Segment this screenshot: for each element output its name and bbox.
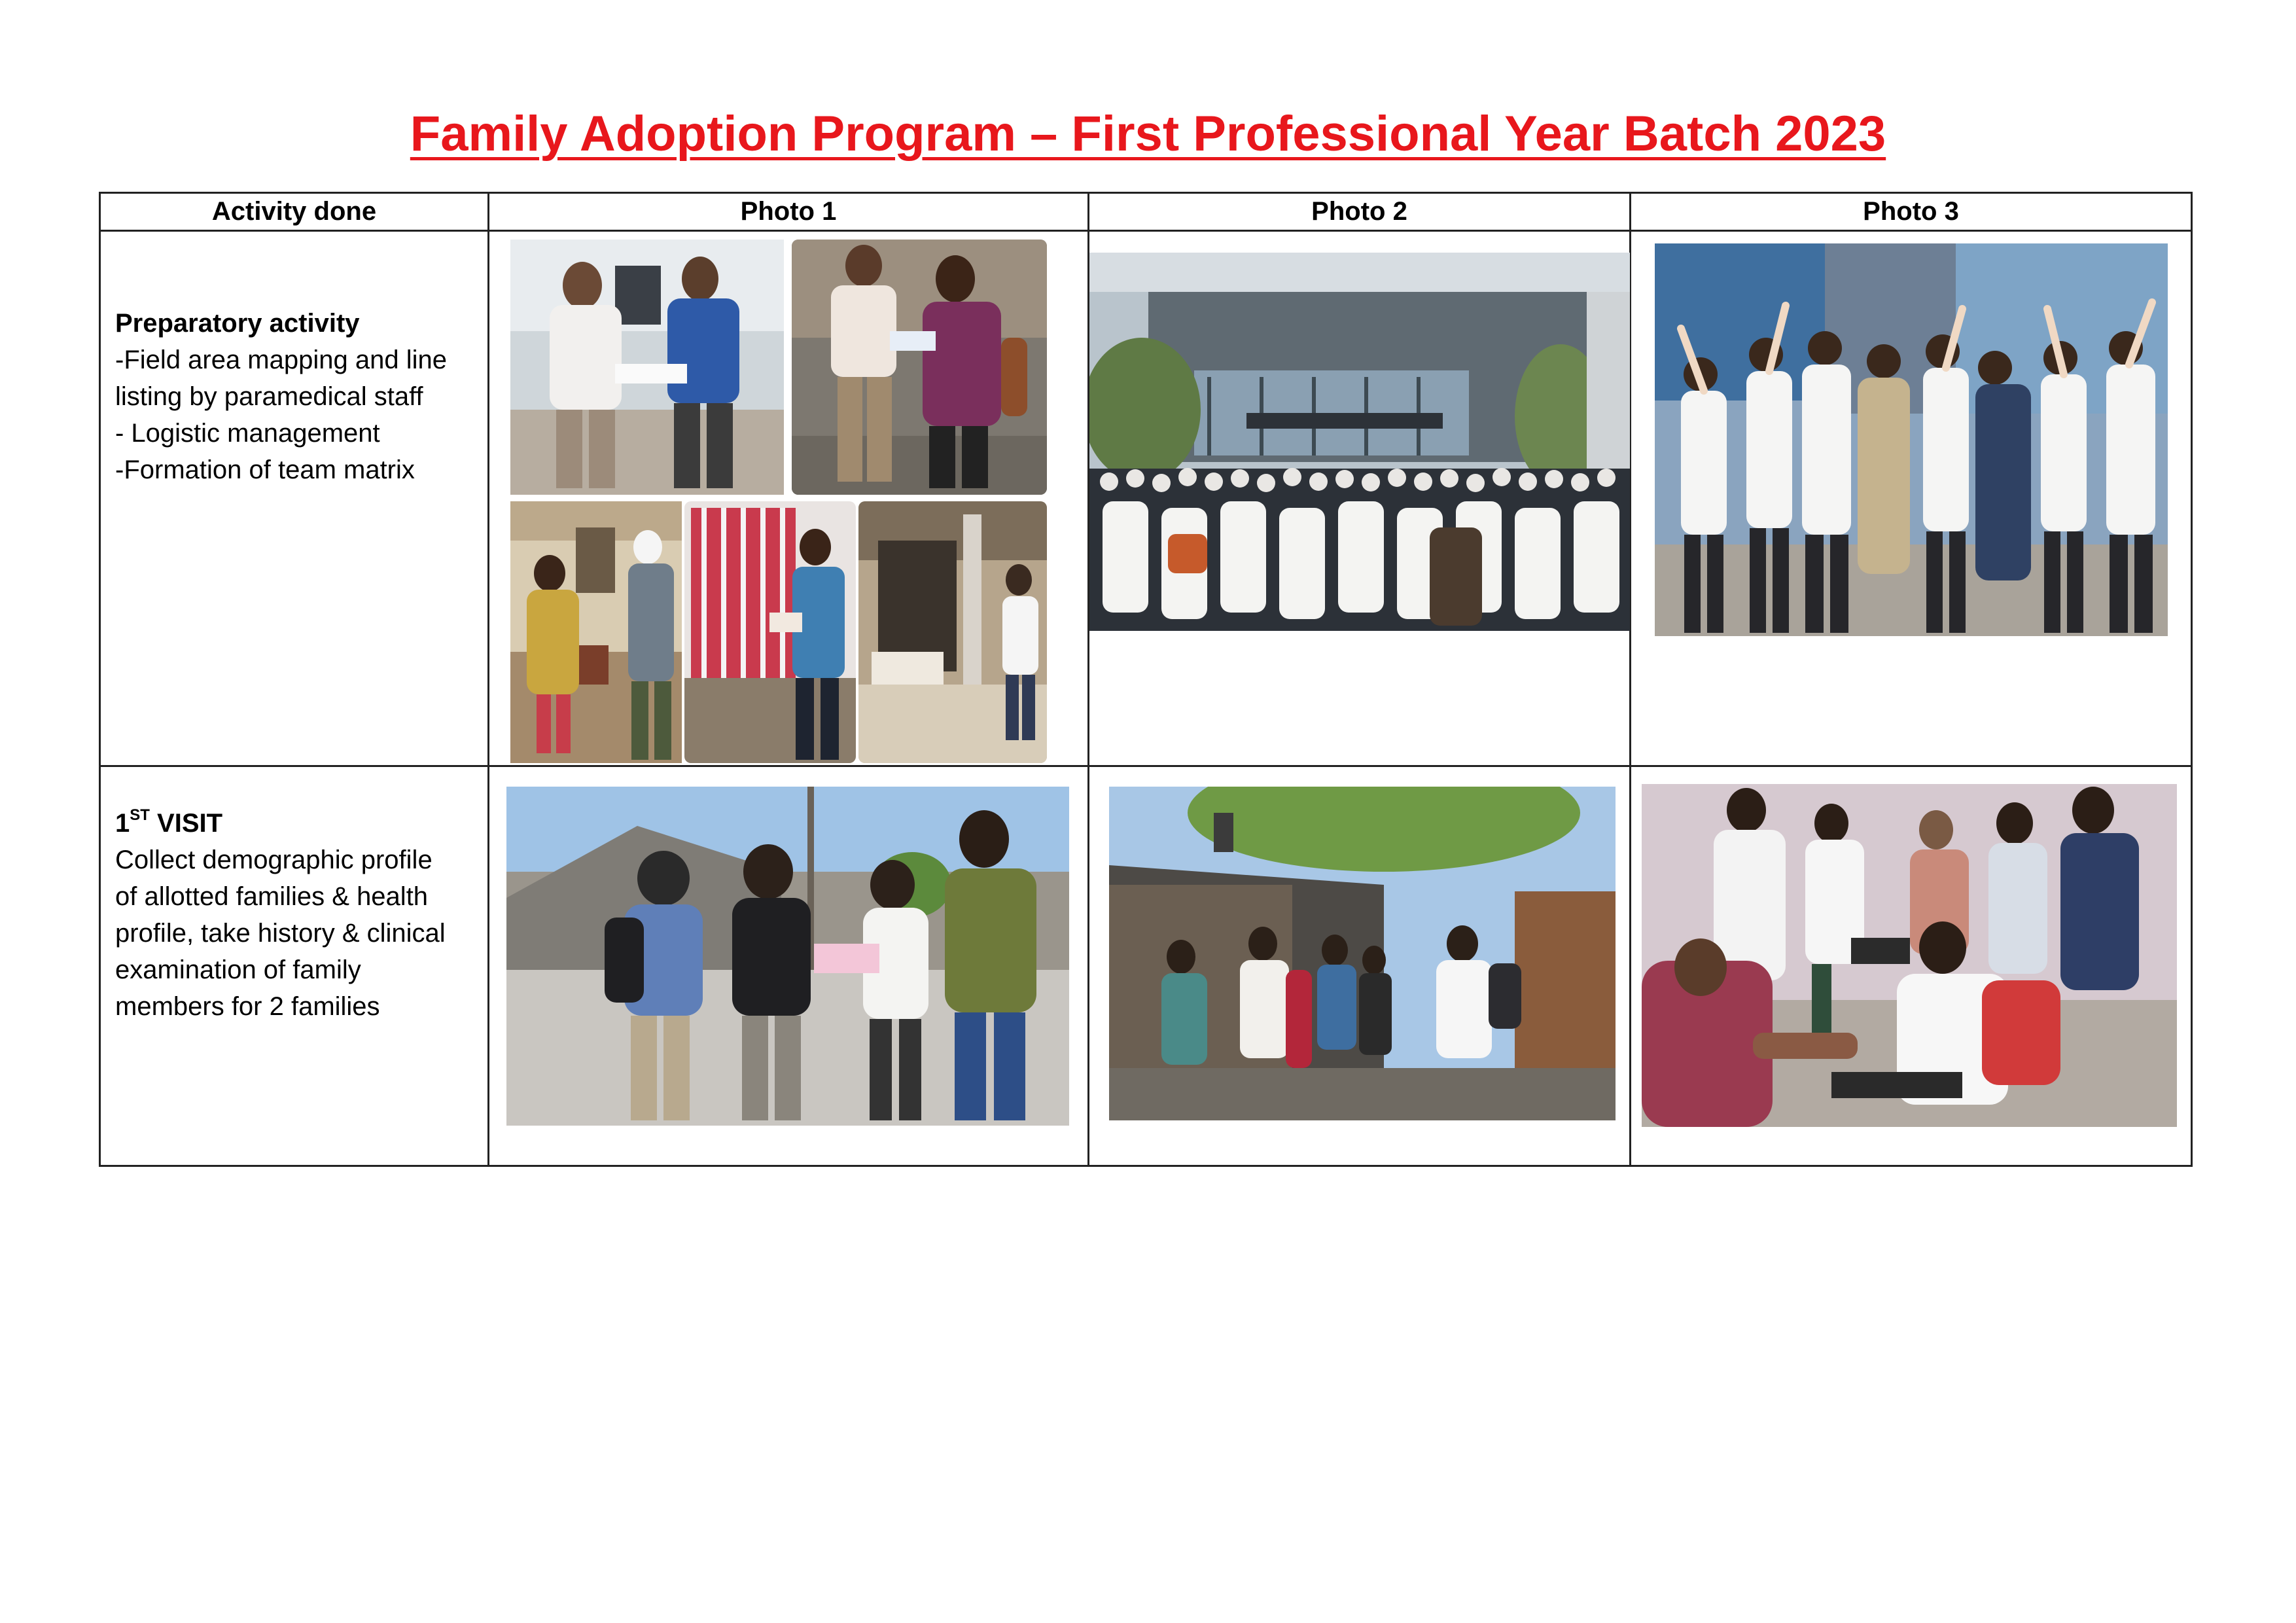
table-row-first-visit (100, 766, 2192, 1166)
collage-photo-icon (510, 501, 682, 763)
photo-cell (1631, 231, 2192, 766)
table-row-preparatory (100, 231, 2192, 766)
column-header-photo-2: Photo 2 (1089, 193, 1631, 231)
activity-line: listing by paramedical staff (115, 382, 423, 411)
photo-cell (1089, 766, 1631, 1166)
activity-line: - Logistic management (115, 419, 380, 448)
collage-photo-icon (792, 240, 1047, 495)
activity-line: profile, take history & clinical (115, 919, 446, 948)
activity-line: of allotted families & health (115, 882, 429, 911)
activity-cell (100, 766, 489, 1166)
page-title: Family Adoption Program – First Professional Year Batch 2023 (410, 106, 1886, 162)
photo-cell (1089, 231, 1631, 766)
activity-line: -Formation of team matrix (115, 455, 415, 484)
photo-cell (1631, 766, 2192, 1166)
street-group-photo-icon (1655, 243, 2168, 636)
activity-cell (100, 231, 489, 766)
collage-photo-icon (684, 501, 856, 763)
activity-line: members for 2 families (115, 992, 380, 1021)
table-header-row (100, 193, 2192, 231)
column-header-activity: Activity done (100, 193, 489, 231)
photo-cell (489, 231, 1089, 766)
activity-heading: Preparatory activity (115, 309, 360, 338)
family-visit-photo-icon (1109, 787, 1616, 1120)
activity-line: examination of family (115, 955, 361, 984)
activity-line: Collect demographic profile (115, 846, 433, 874)
activity-heading: 1ST VISIT (115, 806, 223, 838)
column-header-photo-1: Photo 1 (489, 193, 1089, 231)
collage-photo-icon (858, 501, 1047, 763)
clinical-examination-photo-icon (1642, 784, 2177, 1127)
group-photo-icon (1089, 253, 1630, 631)
street-interview-photo-icon (506, 787, 1069, 1126)
activity-table (99, 192, 2193, 1167)
collage-photo-icon (510, 240, 784, 495)
activity-line: -Field area mapping and line (115, 346, 447, 374)
column-header-photo-3: Photo 3 (1631, 193, 2192, 231)
photo-cell (489, 766, 1089, 1166)
